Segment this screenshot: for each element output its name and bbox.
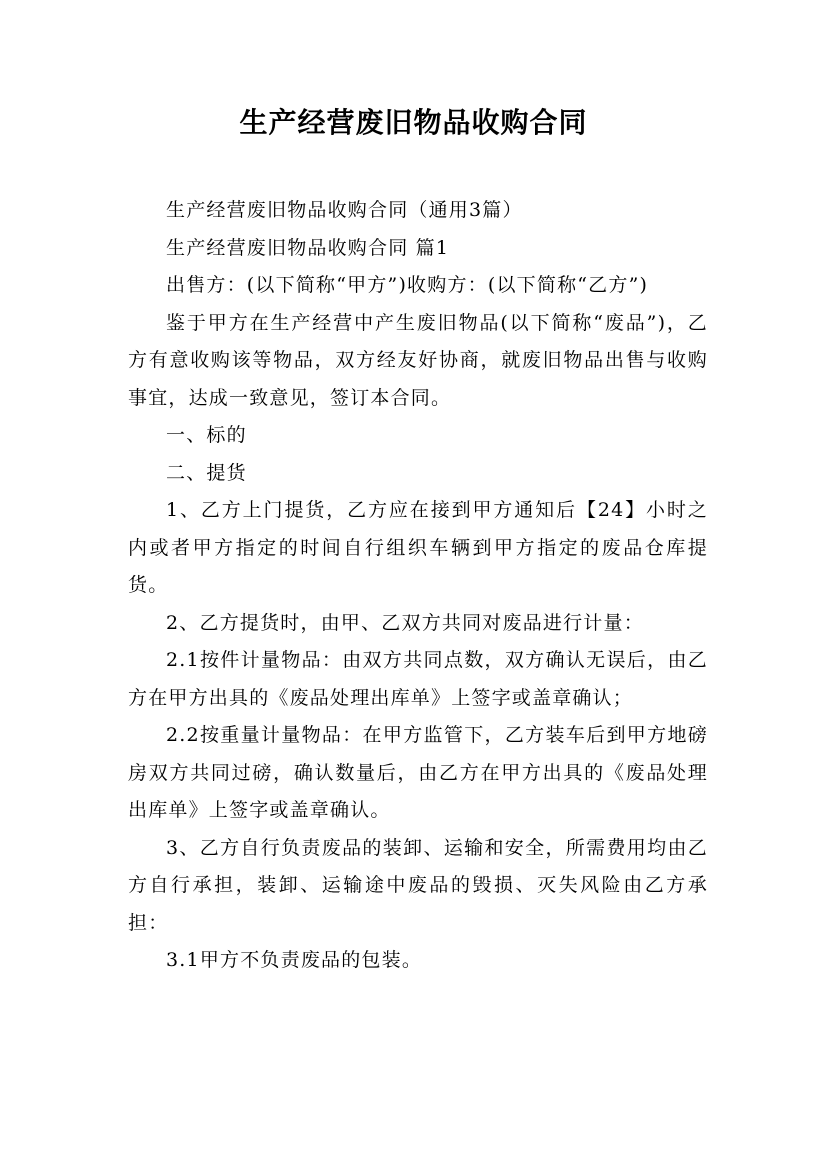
paragraph-clause-2-1: 2.1按件计量物品：由双方共同点数，双方确认无误后，由乙方在甲方出具的《废品处理出库单》上签字或盖章确认； xyxy=(128,649,708,709)
document-title: 生产经营废旧物品收购合同 xyxy=(239,106,588,139)
paragraph-clause-2: 2、乙方提货时，由甲、乙双方共同对废品进行计量： xyxy=(166,611,644,634)
paragraph-heading-subject: 一、标的 xyxy=(166,424,247,446)
paragraph-clause-3-1: 3.1甲方不负责废品的包装。 xyxy=(166,949,423,971)
paragraph-preamble: 鉴于甲方在生产经营中产生废旧物品(以下简称“废品”)，乙方有意收购该等物品，双方经友好协商，就废旧物品出售与收购事宜，达成一致意见，签订本合同。 xyxy=(128,311,708,409)
paragraph-heading-pickup: 二、提货 xyxy=(166,461,247,484)
paragraph-section-heading: 生产经营废旧物品收购合同 篇1 xyxy=(166,236,450,259)
paragraph-clause-1: 1、乙方上门提货，乙方应在接到甲方通知后【24】小时之内或者甲方指定的时间自行组织车辆到甲方指定的废品仓库提货。 xyxy=(128,499,708,596)
paragraph-subtitle: 生产经营废旧物品收购合同（通用3篇） xyxy=(166,199,523,221)
paragraph-clause-3: 3、乙方自行负责废品的装卸、运输和安全，所需费用均由乙方自行承担，装卸、运输途中废品的毁损、灭失风险由乙方承担： xyxy=(128,836,708,934)
paragraph-parties: 出售方：(以下简称“甲方”)收购方：(以下简称“乙方”) xyxy=(166,274,649,296)
paragraph-clause-2-2: 2.2按重量计量物品：在甲方监管下，乙方装车后到甲方地磅房双方共同过磅，确认数量后，由乙方在甲方出具的《废品处理出库单》上签字或盖章确认。 xyxy=(128,724,708,821)
document-body xyxy=(128,192,708,980)
